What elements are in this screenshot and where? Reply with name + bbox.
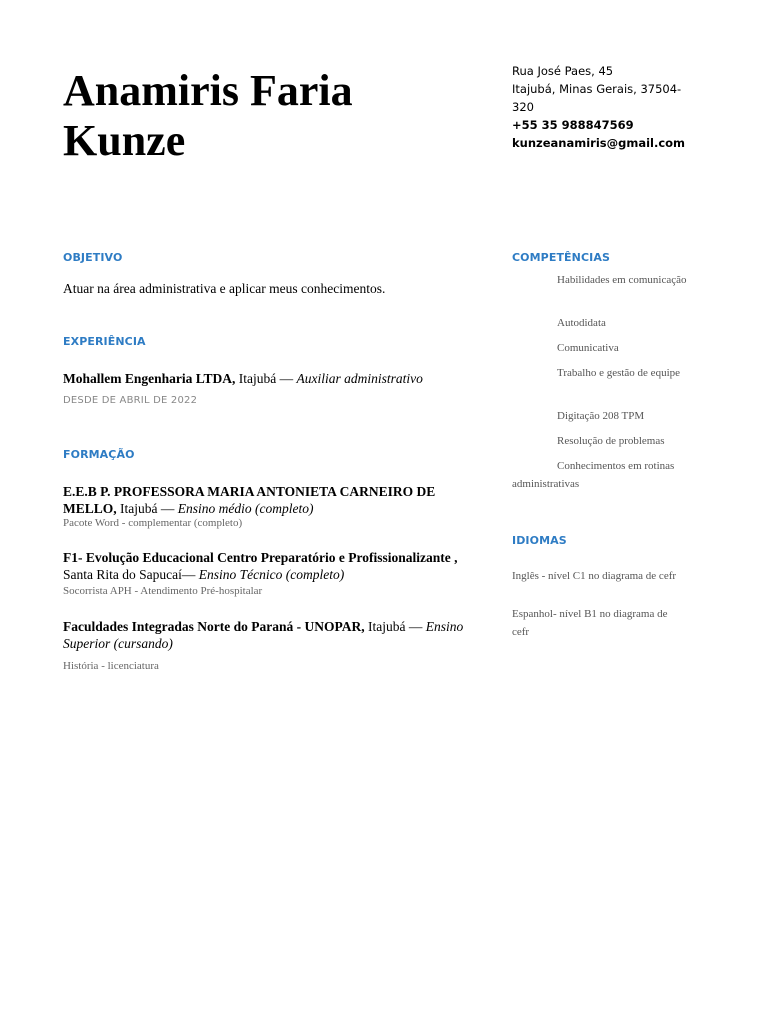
address-line-1: Rua José Paes, 45 — [512, 64, 614, 78]
skill-item: Digitação 208 TPM — [557, 410, 645, 422]
language-item: Inglês - nível C1 no diagrama de cefr — [512, 570, 677, 582]
education-level: Ensino médio (completo) — [177, 500, 314, 516]
education-city: Itajubá — — [116, 500, 178, 516]
experience-role: Auxiliar administrativo — [296, 371, 423, 386]
skill-item: Resolução de problemas — [557, 435, 665, 447]
name-line-1: Anamiris Faria — [63, 66, 353, 115]
skill-item: Trabalho e gestão de equipe — [557, 367, 681, 379]
skill-item: Comunicativa — [557, 342, 619, 354]
education-level: Ensino Superior (cursando) — [63, 619, 464, 651]
education-item — [63, 619, 483, 652]
education-detail: Socorrista APH - Atendimento Pré-hospitalar — [63, 585, 263, 597]
contact-block — [512, 62, 686, 152]
skill-item: Conhecimentos em rotinas administrativas — [512, 460, 675, 490]
language-item: Espanhol- nível B1 no diagrama de cefr — [512, 608, 668, 638]
name-line-2: Kunze — [63, 116, 186, 165]
education-item — [63, 550, 483, 583]
education-school: F1- Evolução Educacional Centro Preparatório e Profissionalizante , — [63, 550, 458, 565]
address-line-2: Itajubá, Minas Gerais, 37504- — [512, 82, 682, 96]
candidate-name — [63, 66, 483, 166]
education-item — [63, 484, 483, 517]
objective-heading: OBJETIVO — [63, 251, 123, 264]
experience-entry — [63, 371, 483, 388]
experience-city: Itajubá — — [235, 371, 297, 386]
education-detail: Pacote Word - complementar (completo) — [63, 517, 243, 529]
experience-date: DESDE DE ABRIL DE 2022 — [63, 395, 198, 406]
skills-heading: COMPETÊNCIAS — [512, 251, 610, 264]
education-city: Itajubá — — [364, 619, 426, 634]
education-city: Santa Rita do Sapucaí— — [63, 566, 199, 582]
objective-text: Atuar na área administrativa e aplicar meus conhecimentos. — [63, 281, 386, 296]
education-school: Faculdades Integradas Norte do Paraná - UNOPAR, — [63, 619, 365, 634]
education-detail: História - licenciatura — [63, 660, 159, 672]
education-level: Ensino Técnico (completo) — [198, 566, 345, 582]
experience-company: Mohallem Engenharia LTDA, — [63, 371, 236, 386]
skill-item: Habilidades em comunicação — [557, 274, 687, 286]
email-address: kunzeanamiris@gmail.com — [512, 136, 686, 150]
skill-item: Autodidata — [557, 317, 606, 329]
education-school: E.E.B P. PROFESSORA MARIA ANTONIETA CARNEIRO DE MELLO, — [63, 484, 436, 516]
phone-number: +55 35 988847569 — [512, 118, 634, 132]
experience-heading: EXPERIÊNCIA — [63, 335, 146, 348]
languages-heading: IDIOMAS — [512, 534, 567, 547]
education-heading: FORMAÇÃO — [63, 448, 135, 461]
address-line-3: 320 — [512, 100, 534, 114]
